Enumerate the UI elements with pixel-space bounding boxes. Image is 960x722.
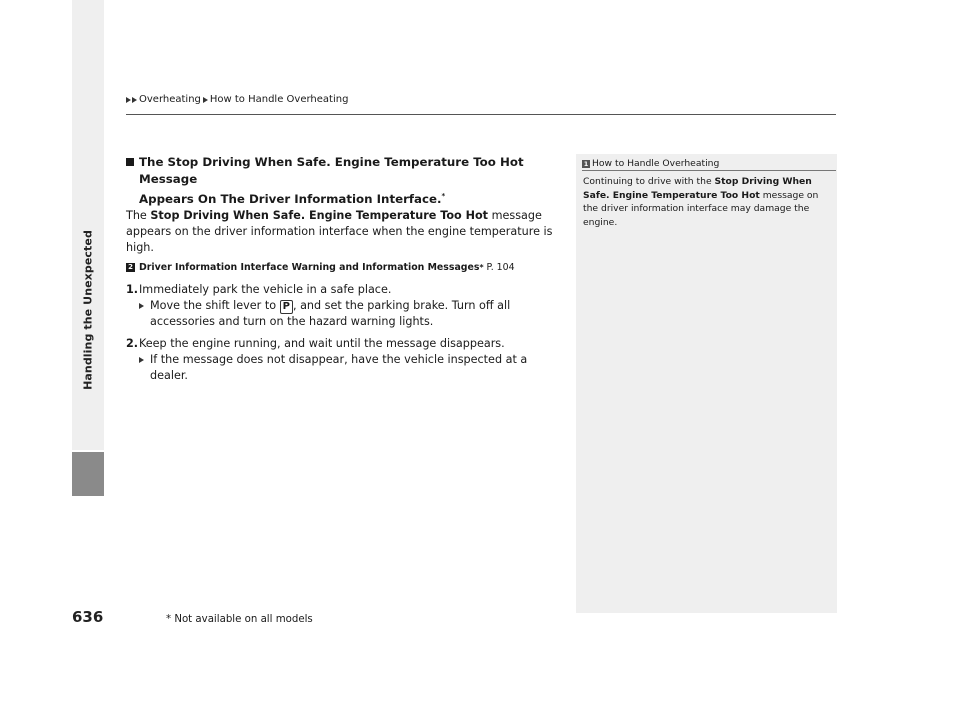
arrow-right-icon [132,97,137,103]
intro-paragraph: The Stop Driving When Safe. Engine Temperature Too Hot message appears on the driver information interface when the engine temperature is high. [126,208,553,254]
square-bullet-icon [126,158,134,166]
side-note-divider [582,170,836,171]
step-sub-item: If the message does not disappear, have the vehicle inspected at a dealer. [139,352,562,384]
reference-page: P. 104 [486,261,515,273]
arrow-right-icon [139,303,144,309]
heading-line-2: Appears On The Driver Information Interface. [139,191,442,206]
step-item [126,282,562,298]
arrow-right-icon [203,97,208,103]
side-note-body: Continuing to drive with the Stop Driving When Safe. Engine Temperature Too Hot message on the driver information interface may damage the engine. [583,176,819,228]
step-text: Keep the engine running, and wait until the message disappears. [139,336,505,350]
side-tab-label: Handling the Unexpected [81,230,95,390]
heading-line-1: The Stop Driving When Safe. Engine Temperature Too Hot Message [139,155,524,186]
reference-icon: 2 [126,263,135,272]
header-divider [126,114,836,115]
breadcrumb-item: Overheating [139,94,201,105]
cross-reference-link[interactable]: 2 Driver Information Interface Warning and Information Messages * P. 104 [126,260,562,276]
breadcrumb [126,94,350,105]
step-item [126,336,562,352]
footnote: * Not available on all models [166,614,313,625]
side-note-title: 1 How to Handle Overheating [583,158,720,169]
breadcrumb-item: How to Handle Overheating [209,94,349,105]
page-number: 636 [72,608,104,626]
step-number: 1. [126,282,139,296]
shift-key-p: P [280,300,293,314]
note-number-icon: 1 [583,159,589,168]
step-sub-item: Move the shift lever to P , and set the parking brake. Turn off all accessories and turn on the hazard warning lights. [139,298,562,330]
main-content [126,154,562,384]
arrow-right-icon [126,97,131,103]
arrow-right-icon [139,357,144,363]
step-number: 2. [126,336,139,350]
message-name: Stop Driving When Safe. Engine Temperature Too Hot [150,208,489,222]
heading-footnote-mark: * [441,192,446,200]
reference-text: Driver Information Interface Warning and Information Messages [139,261,480,273]
step-text: Immediately park the vehicle in a safe place. [139,282,392,296]
section-heading [126,154,562,208]
side-tab-marker [72,452,104,496]
